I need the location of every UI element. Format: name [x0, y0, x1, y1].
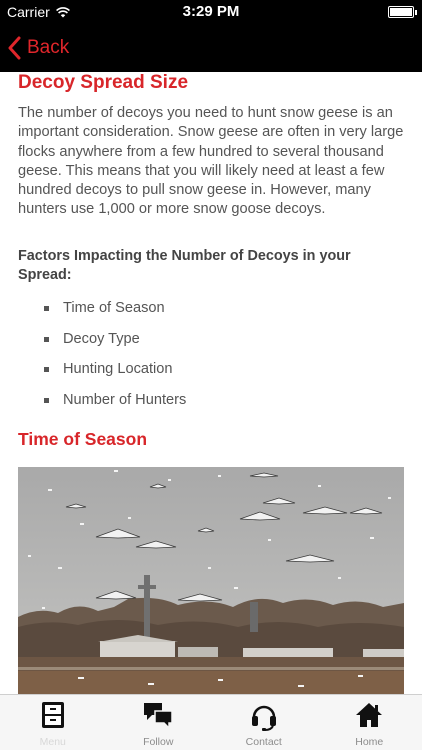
- list-item-label: Number of Hunters: [63, 391, 187, 408]
- tab-follow[interactable]: [106, 695, 212, 750]
- article-content: [0, 72, 422, 694]
- snow-geese-photo: [18, 467, 404, 694]
- bullet-icon: [44, 306, 49, 311]
- list-item-label: Time of Season: [63, 300, 165, 316]
- navigation-bar: [0, 24, 422, 72]
- list-item-label: Decoy Type: [63, 330, 140, 347]
- tab-contact[interactable]: [211, 695, 317, 750]
- list-item-label: Hunting Location: [63, 361, 173, 378]
- tab-contact-label: Contact: [245, 736, 282, 748]
- tab-follow-label: Follow: [143, 736, 174, 748]
- file-cabinet-icon: [41, 701, 65, 734]
- tab-menu-label: Menu: [39, 736, 66, 748]
- tab-home-label: Home: [355, 736, 384, 748]
- bullet-icon: [44, 337, 49, 342]
- headset-icon: [249, 701, 279, 736]
- back-button[interactable]: [8, 34, 69, 62]
- chat-bubbles-icon: [142, 701, 174, 734]
- section-heading: Time of Season: [18, 429, 148, 449]
- tab-home[interactable]: [317, 695, 422, 750]
- tab-bar: [0, 694, 422, 750]
- back-label: Back: [27, 37, 70, 58]
- bullet-icon: [44, 398, 49, 403]
- house-icon: [354, 701, 384, 734]
- intro-paragraph: The number of decoys you need to hunt snow geese is an important consideration. Snow geese are often in very large flocks anywhere from a few hundred to several thousand geese. This means that you will likely need at least a few hundred decoys to pull snow geese in. However, many hunters use 1,000 or more snow goose decoys.: [18, 105, 404, 218]
- bullet-icon: [44, 367, 49, 372]
- status-bar: [0, 0, 422, 24]
- clock: 3:29 PM: [182, 3, 240, 20]
- tab-menu[interactable]: [0, 695, 106, 750]
- factors-heading: Factors Impacting the Number of Decoys in your Spread:: [18, 248, 351, 283]
- page-title: Decoy Spread Size: [18, 72, 189, 93]
- carrier-label: Carrier: [7, 4, 50, 20]
- chevron-left-icon: [8, 36, 21, 60]
- battery-icon: [388, 6, 414, 18]
